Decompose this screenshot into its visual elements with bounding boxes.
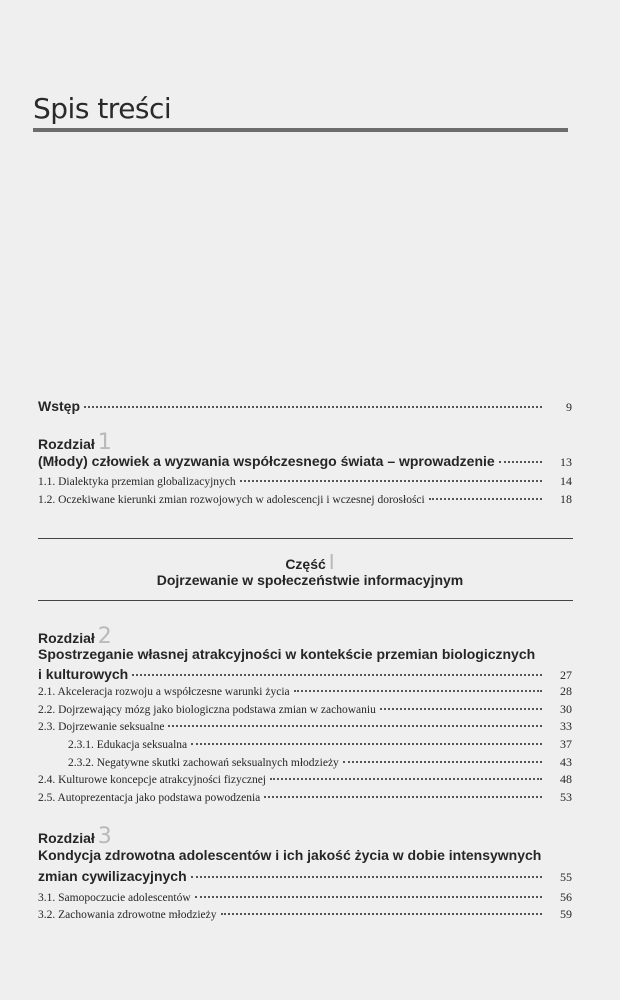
entry-label: 2.5. Autoprezentacja jako podstawa powodzenia xyxy=(38,792,261,804)
entry-label: 2.1. Akceleracja rozwoju a współczesne warunki życia xyxy=(38,686,290,698)
chapter-number: 2 xyxy=(97,624,112,649)
page-number: 59 xyxy=(560,907,572,921)
dot-leader xyxy=(270,778,542,780)
page-number: 27 xyxy=(560,668,572,682)
part-label: Część xyxy=(285,556,326,572)
chapter-label: Rozdział xyxy=(38,436,95,452)
chapter-title-line: Kondycja zdrowotna adolescentów i ich jakość życia w dobie intensywnych xyxy=(38,847,542,863)
entry-label: 3.2. Zachowania zdrowotne młodzieży xyxy=(38,909,217,921)
dot-leader xyxy=(240,480,542,482)
entry-label: 2.3.1. Edukacja seksualna xyxy=(68,739,188,751)
dot-leader xyxy=(84,406,542,408)
dot-leader xyxy=(195,896,542,898)
toc-entry xyxy=(38,790,572,805)
toc-entry xyxy=(38,684,572,699)
page-number: 56 xyxy=(560,890,572,904)
page-number: 53 xyxy=(560,790,572,804)
dot-leader xyxy=(343,761,542,763)
page-number: 18 xyxy=(560,492,572,506)
chapter-heading xyxy=(38,824,112,849)
toc-entry-intro xyxy=(38,398,572,415)
dot-leader xyxy=(221,913,542,915)
dot-leader xyxy=(191,743,542,745)
chapter-heading xyxy=(38,430,112,455)
chapter-title-line: Spostrzeganie własnej atrakcyjności w kontekście przemian biologicznych xyxy=(38,646,536,662)
chapter-number: 3 xyxy=(97,824,112,849)
toc-entry xyxy=(38,474,572,489)
part-number: I xyxy=(328,550,335,574)
dot-leader xyxy=(380,708,542,710)
chapter-label: Rozdział xyxy=(38,830,95,846)
part-title: Dojrzewanie w społeczeństwie informacyjnym xyxy=(156,572,464,588)
entry-label: Wstęp xyxy=(38,398,80,414)
toc-entry xyxy=(68,737,572,752)
dot-leader xyxy=(191,876,542,878)
page-number: 14 xyxy=(560,474,572,488)
title-rule xyxy=(33,128,568,132)
entry-label: (Młody) człowiek a wyzwania współczesnego świata – wprowadzenie xyxy=(38,453,495,469)
entry-label: 1.1. Dialektyka przemian globalizacyjnych xyxy=(38,476,236,488)
entry-label: zmian cywilizacyjnych xyxy=(38,868,187,884)
page-number: 37 xyxy=(560,737,572,751)
toc-entry-chapter xyxy=(38,666,572,683)
page-number: 9 xyxy=(566,400,572,414)
toc-entry xyxy=(38,890,572,905)
page-number: 48 xyxy=(560,772,572,786)
entry-label: 2.2. Dojrzewający mózg jako biologiczna podstawa zmian w zachowaniu xyxy=(38,704,376,716)
toc-entry xyxy=(38,702,572,717)
dot-leader xyxy=(294,690,542,692)
toc-entry xyxy=(38,492,572,507)
entry-label: 2.3. Dojrzewanie seksualne xyxy=(38,721,165,733)
entry-label: 2.4. Kulturowe koncepcje atrakcyjności fizycznej xyxy=(38,774,266,786)
toc-entry xyxy=(68,755,572,770)
part-divider xyxy=(38,600,573,601)
entry-label: i kulturowych xyxy=(38,666,129,682)
dot-leader xyxy=(499,461,542,463)
dot-leader xyxy=(168,725,542,727)
toc-entry-chapter xyxy=(38,453,572,470)
entry-label: 2.3.2. Negatywne skutki zachowań seksualnych młodzieży xyxy=(68,757,339,769)
page-number: 43 xyxy=(560,755,572,769)
dot-leader xyxy=(429,498,542,500)
toc-entry-chapter xyxy=(38,868,572,885)
entry-label: 1.2. Oczekiwane kierunki zmian rozwojowych w adolescencji i wczesnej dorosłości xyxy=(38,494,425,506)
page-number: 28 xyxy=(560,684,572,698)
page-number: 30 xyxy=(560,702,572,716)
chapter-number: 1 xyxy=(97,430,112,455)
chapter-label: Rozdział xyxy=(38,630,95,646)
page-title: Spis treści xyxy=(33,92,172,125)
toc-entry xyxy=(38,907,572,922)
page-number: 13 xyxy=(560,455,572,469)
dot-leader xyxy=(132,674,542,676)
part-divider xyxy=(38,538,573,539)
part-heading xyxy=(0,550,620,574)
dot-leader xyxy=(264,796,542,798)
page-number: 55 xyxy=(560,870,572,884)
toc-entry xyxy=(38,719,572,734)
page-number: 33 xyxy=(560,719,572,733)
toc-entry xyxy=(38,772,572,787)
entry-label: 3.1. Samopoczucie adolescentów xyxy=(38,892,191,904)
